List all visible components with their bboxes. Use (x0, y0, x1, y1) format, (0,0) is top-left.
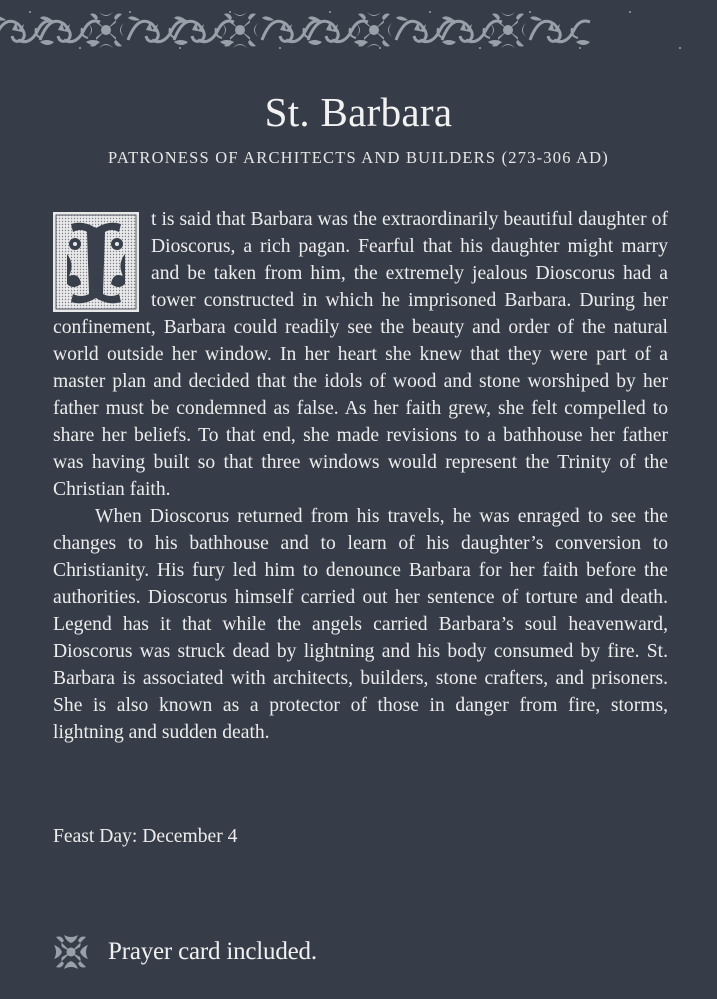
paragraph-1 (53, 206, 668, 503)
accent-dot (179, 47, 181, 49)
accent-dot (479, 47, 481, 49)
prayer-card-note: Prayer card included. (108, 938, 317, 965)
accent-dot (579, 47, 581, 49)
paragraph-1-text: t is said that Barbara was the extraordinarily beautiful daughter of Dioscorus, a rich pagan. Fearful that his daughter might marry and be taken from him, the extremely jealous Dioscorus had a tower constructed in which he imprisoned Barbara. During her confinement, Barbara could readily see the beauty and order of the natural world outside her window. In her heart she knew that they were part of a master plan and decided that the idols of wood and stone worshiped by her father must be condemned as false. As her faith grew, she felt compelled to share her beliefs. To that end, she made revisions to a bathhouse her father was having built so that three windows would represent the Trinity of the Christian faith. (53, 209, 668, 500)
scroll-motif (530, 16, 590, 45)
footer-note (52, 932, 317, 972)
accent-dot (629, 11, 631, 13)
accent-dot (229, 11, 231, 13)
paragraph-2: When Dioscorus returned from his travels, he was enraged to see the changes to his bathhouse and to learn of his daughter’s conversion to Christianity. His fury led him to denounce Barbara for her faith before the authorities. Dioscorus himself carried out her sentence of torture and death. Legend has it that while the angels carried Barbara’s soul heavenward, Dioscorus was struck dead by lightning and his body consumed by fire. St. Barbara is associated with architects, builders, stone crafters, and prisoners. She is also known as a protector of those in danger from fire, storms, lightning and sudden death. (53, 506, 668, 743)
biography-text (53, 206, 668, 746)
accent-dot (529, 11, 531, 13)
accent-dot (329, 11, 331, 13)
ornamental-border (0, 6, 717, 54)
drop-cap (53, 212, 139, 312)
accent-dot (379, 47, 381, 49)
fleur-cross-motif (88, 12, 124, 48)
accent-dot (279, 47, 281, 49)
feast-day: Feast Day: December 4 (53, 826, 238, 847)
page-title: St. Barbara (264, 89, 453, 135)
accent-dot (79, 47, 81, 49)
accent-dot (129, 11, 131, 13)
scroll-vine-border-icon (0, 6, 717, 54)
accent-dot (429, 11, 431, 13)
floral-initial-i-icon (55, 214, 137, 310)
accent-dot (29, 11, 31, 13)
page-subtitle: PATRONESS OF ARCHITECTS AND BUILDERS (273-306 AD) (108, 148, 609, 167)
accent-dot (679, 47, 681, 49)
fleur-cross-ornament-icon (52, 933, 90, 971)
